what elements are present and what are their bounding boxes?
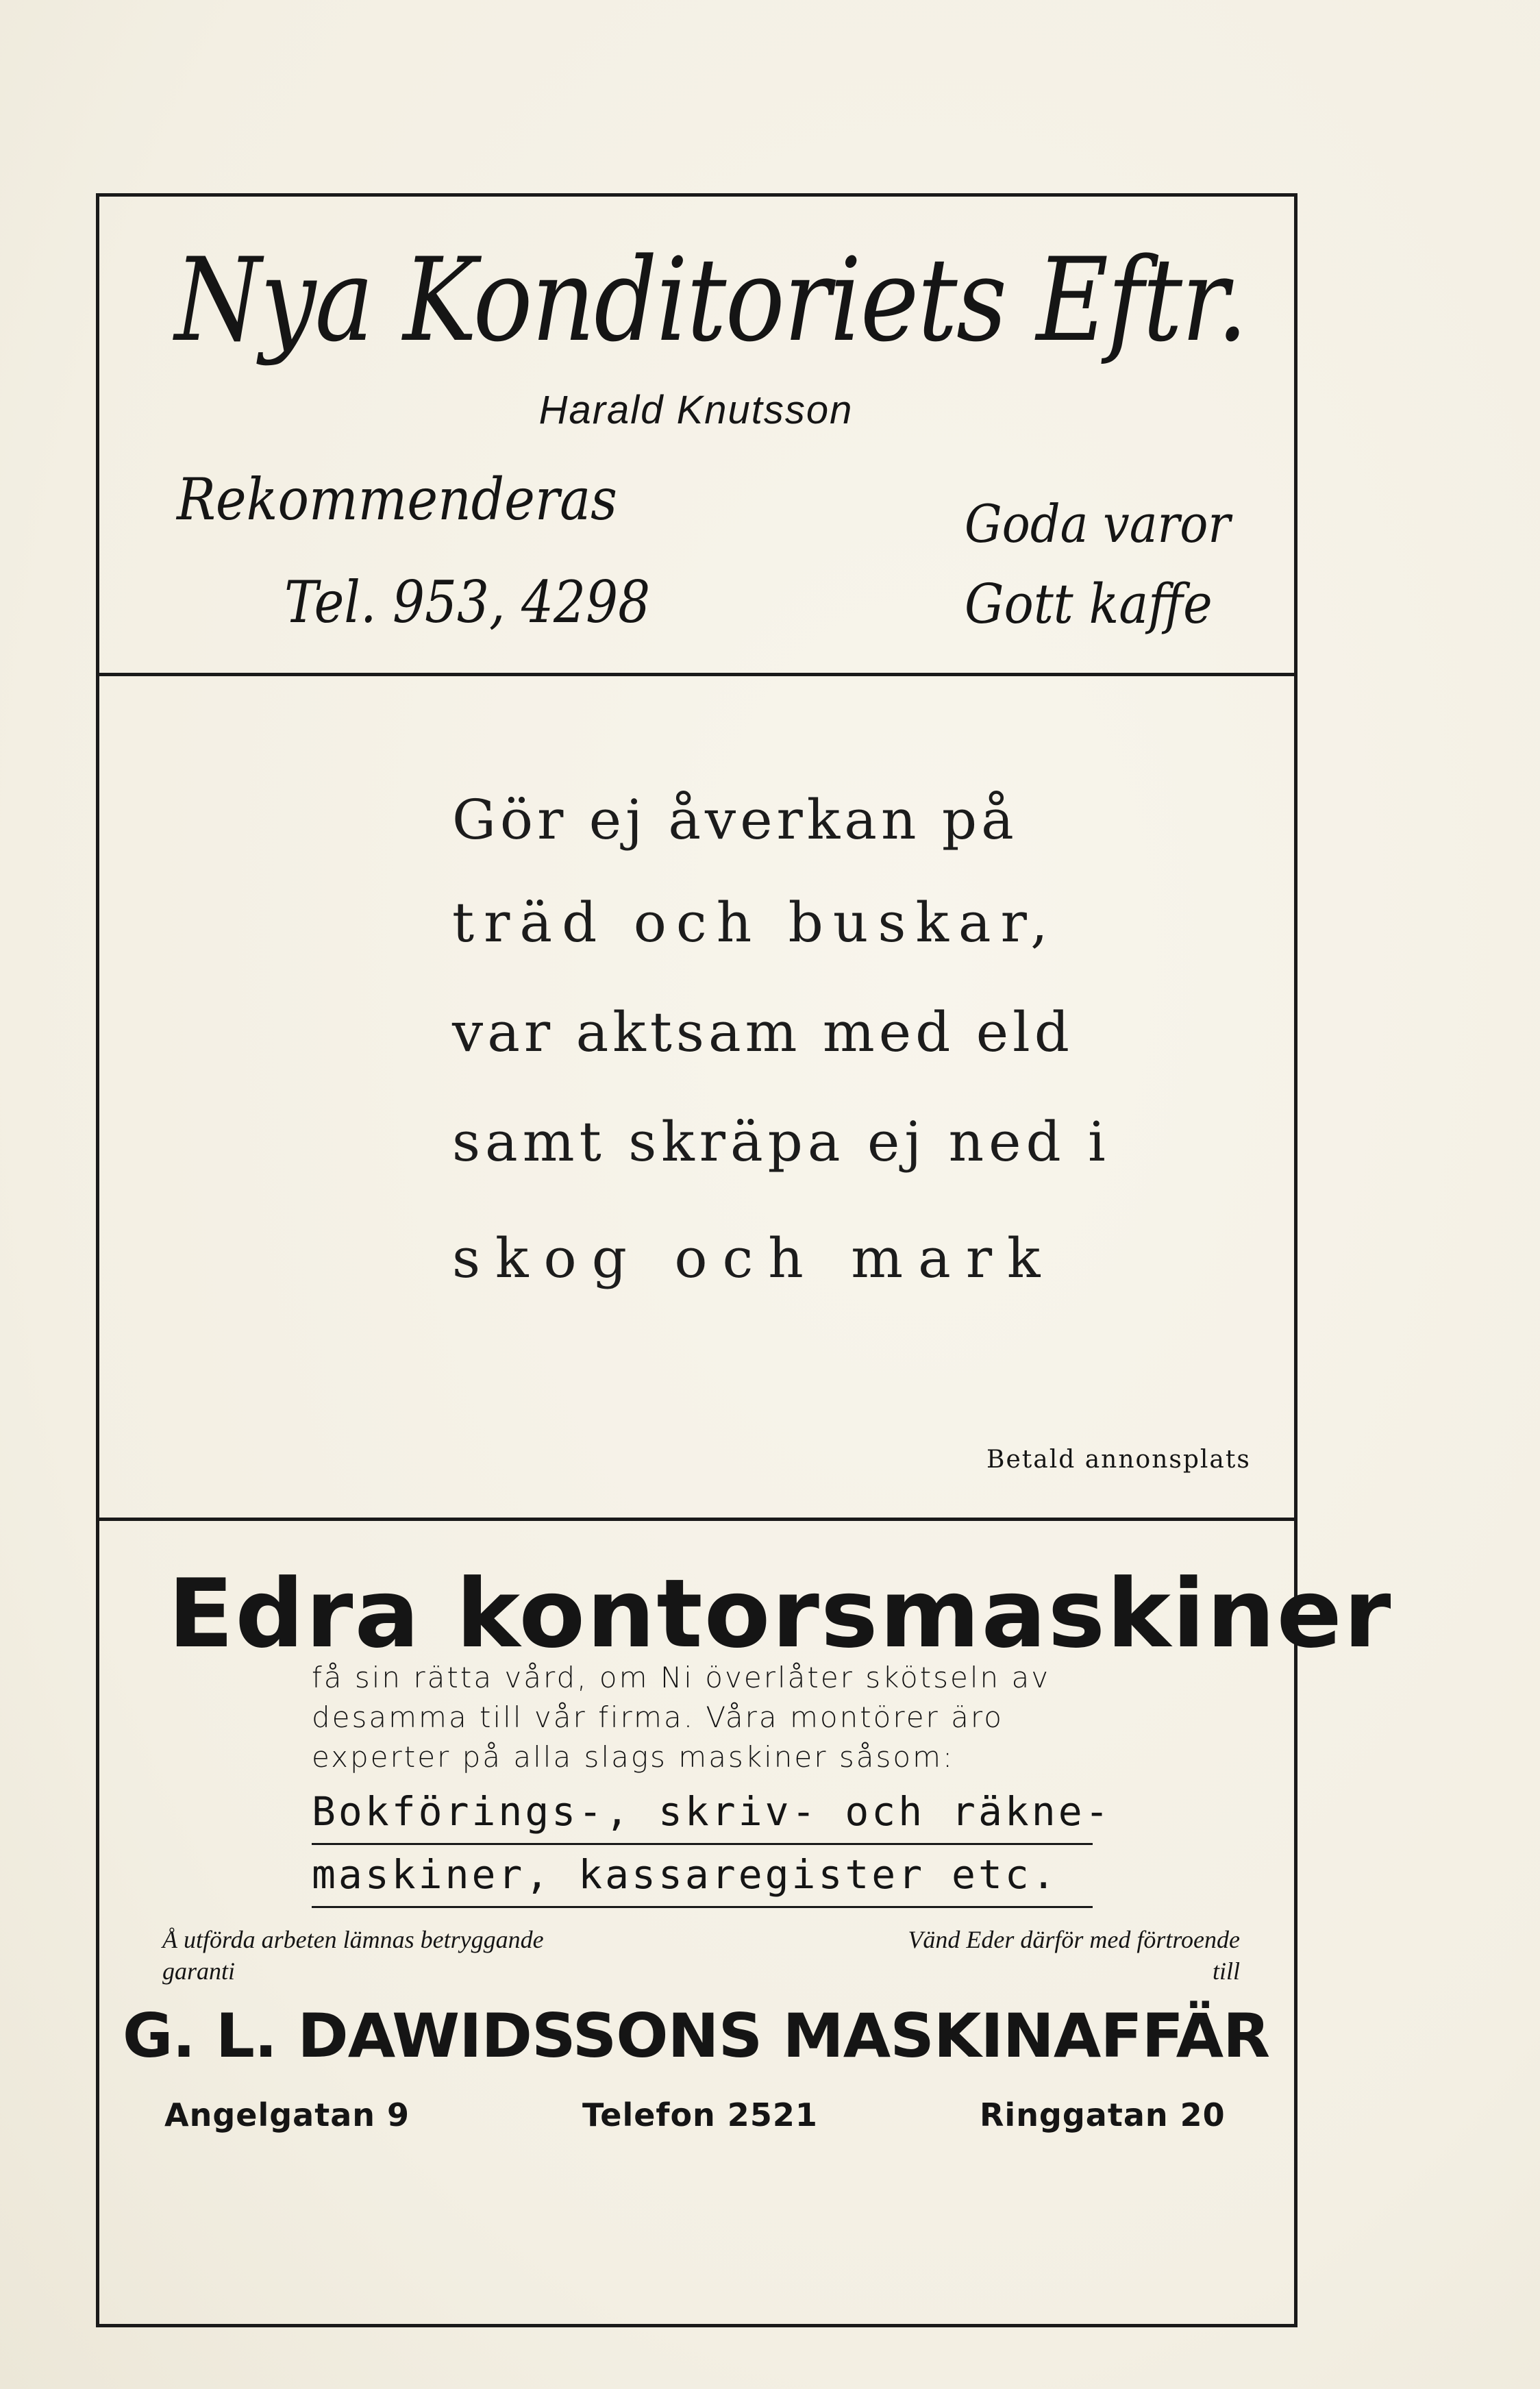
trust-note: Vänd Eder därför med förtroende till (908, 1926, 1240, 1985)
machines-line-2: maskiner, kassaregister etc. (312, 1851, 1058, 1898)
machines-rule-2 (312, 1906, 1093, 1908)
message-line: skog och mark (452, 1226, 1056, 1290)
konditori-phone: Tel. 953, 4298 (284, 569, 651, 636)
machines-rule-1 (312, 1843, 1093, 1845)
konditori-slogan-1: Goda varor (965, 493, 1231, 554)
address-left: Angelgatan 9 (164, 2096, 410, 2133)
paid-notice: Betald annonsplats (986, 1446, 1251, 1474)
dawidsson-body: få sin rätta vård, om Ni överlåter skötseln av desamma till vår firma. Våra montörer äro experter på alla slags maskiner såsom: (312, 1661, 1051, 1774)
konditori-owner: Harald Knutsson (538, 388, 854, 432)
konditori-slogan-2: Gott kaffe (965, 572, 1213, 636)
message-line: träd och buskar, (452, 891, 1058, 954)
section-divider-2 (96, 1518, 1297, 1521)
firm-name: G. L. DAWIDSSONS MASKINAFFÄR (122, 2001, 1270, 2071)
machines-line-1: Bokförings-, skriv- och räkne- (312, 1788, 1112, 1835)
konditori-recommend: Rekommenderas (177, 466, 617, 533)
message-line: Gör ej åverkan på (452, 788, 1018, 852)
address-right: Ringgatan 20 (980, 2096, 1226, 2133)
guarantee-note: Å utförda arbeten lämnas betryggande garanti (162, 1926, 544, 1985)
dawidsson-headline: Edra kontorsmaskiner (168, 1559, 1393, 1669)
message-line: var aktsam med eld (452, 1000, 1073, 1064)
section-divider-1 (96, 673, 1297, 676)
konditori-title: Nya Konditoriets Eftr. (175, 233, 1247, 367)
phone-center: Telefon 2521 (582, 2096, 818, 2133)
message-line: samt skräpa ej ned i (452, 1110, 1110, 1174)
